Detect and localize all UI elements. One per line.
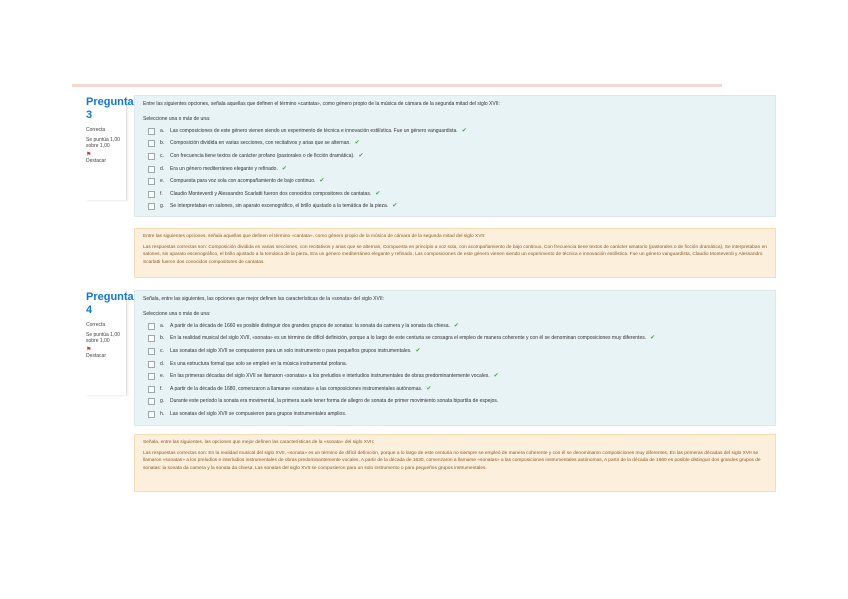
flag-icon: ⚑ <box>86 152 92 158</box>
option-text: Composición dividida en varias secciones, con recitativos y arias que se alternan. <box>170 140 351 147</box>
option-letter: g. <box>160 398 165 405</box>
question-state: Correcta <box>86 322 106 328</box>
flag-label: Destacar <box>86 353 107 359</box>
option-text: Era un género mediterráneo elegante y refinado. <box>170 165 278 172</box>
answer-option <box>143 201 767 214</box>
answer-option <box>143 383 767 396</box>
answer-checkbox[interactable] <box>148 140 155 147</box>
option-text: Las sonatas del siglo XVII se compusieron para un solo instrumento o para pequeños grupos instrumentales. <box>170 347 412 354</box>
question-label: Pregunta <box>86 96 134 108</box>
answer-option <box>143 125 767 138</box>
answer-prompt: Seleccione una o más de una: <box>143 311 211 317</box>
option-letter: b. <box>160 140 165 147</box>
answer-option <box>143 358 767 371</box>
option-text: En las primeras décadas del siglo XVII se llamaron «sonatas» a los preludios e interludios instrumentales de obras predominantemente vocales. <box>170 373 490 380</box>
option-text: Con frecuencia tiene textos de carácter profano (pastorales o de ficción dramática). <box>170 152 355 159</box>
flag-question[interactable] <box>86 347 126 359</box>
answer-prompt: Seleccione una o más de una: <box>143 116 211 122</box>
answer-checkbox[interactable] <box>148 166 155 173</box>
answer-checkbox[interactable] <box>148 323 155 330</box>
question-number <box>86 291 134 317</box>
answer-option <box>143 150 767 163</box>
option-letter: d. <box>160 165 165 172</box>
answer-option <box>143 396 767 409</box>
option-letter: e. <box>160 178 165 185</box>
check-icon: ✔ <box>358 152 364 159</box>
option-letter: c. <box>160 347 164 354</box>
feedback-correct-answers: Las respuestas correctas son: Composición dividida en varias secciones, con recitativos y arias que se alternan, Compuesta en principio a voz sola, con acompañamiento de bajo continuo, Con frecuencia tiene textos de carácter amatorio (pastorales o de ficción dramática), Se interpretaban en salones, sin aparato escenográfico, el brillo ajustado a la temática de la pieza, Era un género mediterráneo elegante y refinado, Las composiciones de este género vienen siendo un experimento de técnica e innovación estilística. Fue un género vanguardista, Claudio Monteverdi y Alessandro Scarlatti fueron dos conocidos compositores de cantatas. <box>143 244 767 265</box>
question-text: Entre las siguientes opciones, señala aquellas que definen el término «cantata», como género propio de la música de cámara de la segunda mitad del siglo XVII: <box>143 101 500 107</box>
question-grade: Se puntúa 1,00 sobre 1,00 <box>86 137 120 149</box>
question-number-value: 4 <box>86 304 93 316</box>
option-text: A partir de la década de 1680, comenzaron a llamarse «sonatas» a las composiciones instrumentales autónomas. <box>170 385 423 392</box>
check-icon: ✔ <box>426 385 432 392</box>
answer-option <box>143 320 767 333</box>
option-text: Es una estructura formal que solo se empleó en la música instrumental profana. <box>170 360 348 367</box>
answer-checkbox[interactable] <box>148 348 155 355</box>
question-number <box>86 96 134 122</box>
check-icon: ✔ <box>354 140 360 147</box>
answer-checkbox[interactable] <box>148 361 155 368</box>
answer-option <box>143 370 767 383</box>
answer-option <box>143 188 767 201</box>
option-letter: a. <box>160 322 165 329</box>
check-icon: ✔ <box>650 335 656 342</box>
question-feedback-4 <box>134 434 776 492</box>
question-label: Pregunta <box>86 291 134 303</box>
option-letter: a. <box>160 127 165 134</box>
feedback-correct-answers: Las respuestas correctas son: En la realidad musical del siglo XVII, «sonata» es un término de difícil definición, porque a lo largo de este centuria no siempre se empleó de manera coherente y con él se denominaron composiciones muy diferentes, En las primeras décadas del siglo XVII se llamaron «sonatas» a los preludios e interludios instrumentales de obras predominantemente vocales, A partir de la década de 1630, comenzaron a llamarse «sonatas» a las composiciones instrumentales autónomas, A partir de la década de 1660 es posible distinguir dos grandes grupos de sonatas: la sonata da camera y la sonata da chiesa, Las sonatas del siglo XVII se compusieron para un solo instrumento o para pequeños grupos instrumentales. <box>143 450 761 471</box>
option-letter: g. <box>160 203 165 210</box>
answer-checkbox[interactable] <box>148 335 155 342</box>
answer-option <box>143 175 767 188</box>
option-letter: e. <box>160 373 165 380</box>
option-text: Las composiciones de este género vienen siendo un experimento de técnica e innovación estilística. Fue un género vanguardista. <box>170 127 458 134</box>
option-letter: f. <box>160 385 163 392</box>
question-info-3 <box>86 96 134 200</box>
question-text: Señala, entre las siguientes, las opciones que mejor definen las características de la «sonata» del siglo XVII: <box>143 296 384 302</box>
check-icon: ✔ <box>392 203 398 210</box>
question-formulation-3 <box>134 95 776 217</box>
answer-checkbox[interactable] <box>148 411 155 418</box>
flag-label: Destacar <box>86 158 107 164</box>
answer-checkbox[interactable] <box>148 153 155 160</box>
option-text: Claudio Monteverdi y Alessandro Scarlatti fueron dos conocidos compositores de cantatas. <box>170 190 372 197</box>
flag-question[interactable] <box>86 152 126 164</box>
check-icon: ✔ <box>415 347 421 354</box>
feedback-question-text: Entre las siguientes opciones, señala aquellas que definen el término «cantata», como género propio de la música de cámara de la segunda mitad del siglo XVII: <box>143 234 486 239</box>
check-icon: ✔ <box>375 190 381 197</box>
option-letter: d. <box>160 360 165 367</box>
answer-checkbox[interactable] <box>148 128 155 135</box>
question-formulation-4 <box>134 290 776 426</box>
question-number-value: 3 <box>86 109 93 121</box>
question-feedback-3 <box>134 228 776 278</box>
question-state: Correcta <box>86 127 106 133</box>
answer-list <box>143 320 767 421</box>
question-info-4 <box>86 291 134 395</box>
answer-checkbox[interactable] <box>148 398 155 405</box>
check-icon: ✔ <box>461 127 467 134</box>
option-letter: h. <box>160 410 165 417</box>
check-icon: ✔ <box>453 322 459 329</box>
answer-checkbox[interactable] <box>148 178 155 185</box>
flag-icon: ⚑ <box>86 347 92 353</box>
answer-option <box>143 163 767 176</box>
option-text: En la realidad musical del siglo XVII, «sonata» es un término de difícil definición, porque a lo largo de este centuria se consagra el empleo de manera coherente y con él se denominan composiciones muy diferentes. <box>170 335 647 342</box>
option-text: Compuesta para voz sola con acompañamiento de bajo continuo. <box>170 178 316 185</box>
answer-list <box>143 125 767 213</box>
check-icon: ✔ <box>319 178 325 185</box>
option-letter: c. <box>160 152 164 159</box>
answer-checkbox[interactable] <box>148 191 155 198</box>
answer-option <box>143 138 767 151</box>
question-grade: Se puntúa 1,00 sobre 1,00 <box>86 332 120 344</box>
option-text: Las sonatas del siglo XVII se compusieron para grupos instrumentales amplios. <box>170 410 347 417</box>
option-text: Se interpretaban en salones, sin aparato escenográfico, el brillo ajustado a la temática de la pieza. <box>170 203 389 210</box>
option-letter: f. <box>160 190 163 197</box>
answer-checkbox[interactable] <box>148 386 155 393</box>
answer-checkbox[interactable] <box>148 203 155 210</box>
answer-option <box>143 333 767 346</box>
feedback-question-text: Señala, entre las siguientes, las opciones que mejor definen las características de la «sonata» del siglo XVII: <box>143 440 375 445</box>
answer-option <box>143 345 767 358</box>
option-letter: b. <box>160 335 165 342</box>
check-icon: ✔ <box>281 165 287 172</box>
option-text: A partir de la década de 1660 es posible distinguir dos grandes grupos de sonatas: la sonata da camera y la sonata da chiesa. <box>170 322 450 329</box>
check-icon: ✔ <box>493 373 499 380</box>
option-text: Durante este período la sonata era movimental, la primera suele tener forma de allegro de sonata de primer movimiento sonata bipartita de espejos. <box>170 398 499 405</box>
answer-option <box>143 408 767 421</box>
top-divider <box>72 84 722 87</box>
answer-checkbox[interactable] <box>148 373 155 380</box>
